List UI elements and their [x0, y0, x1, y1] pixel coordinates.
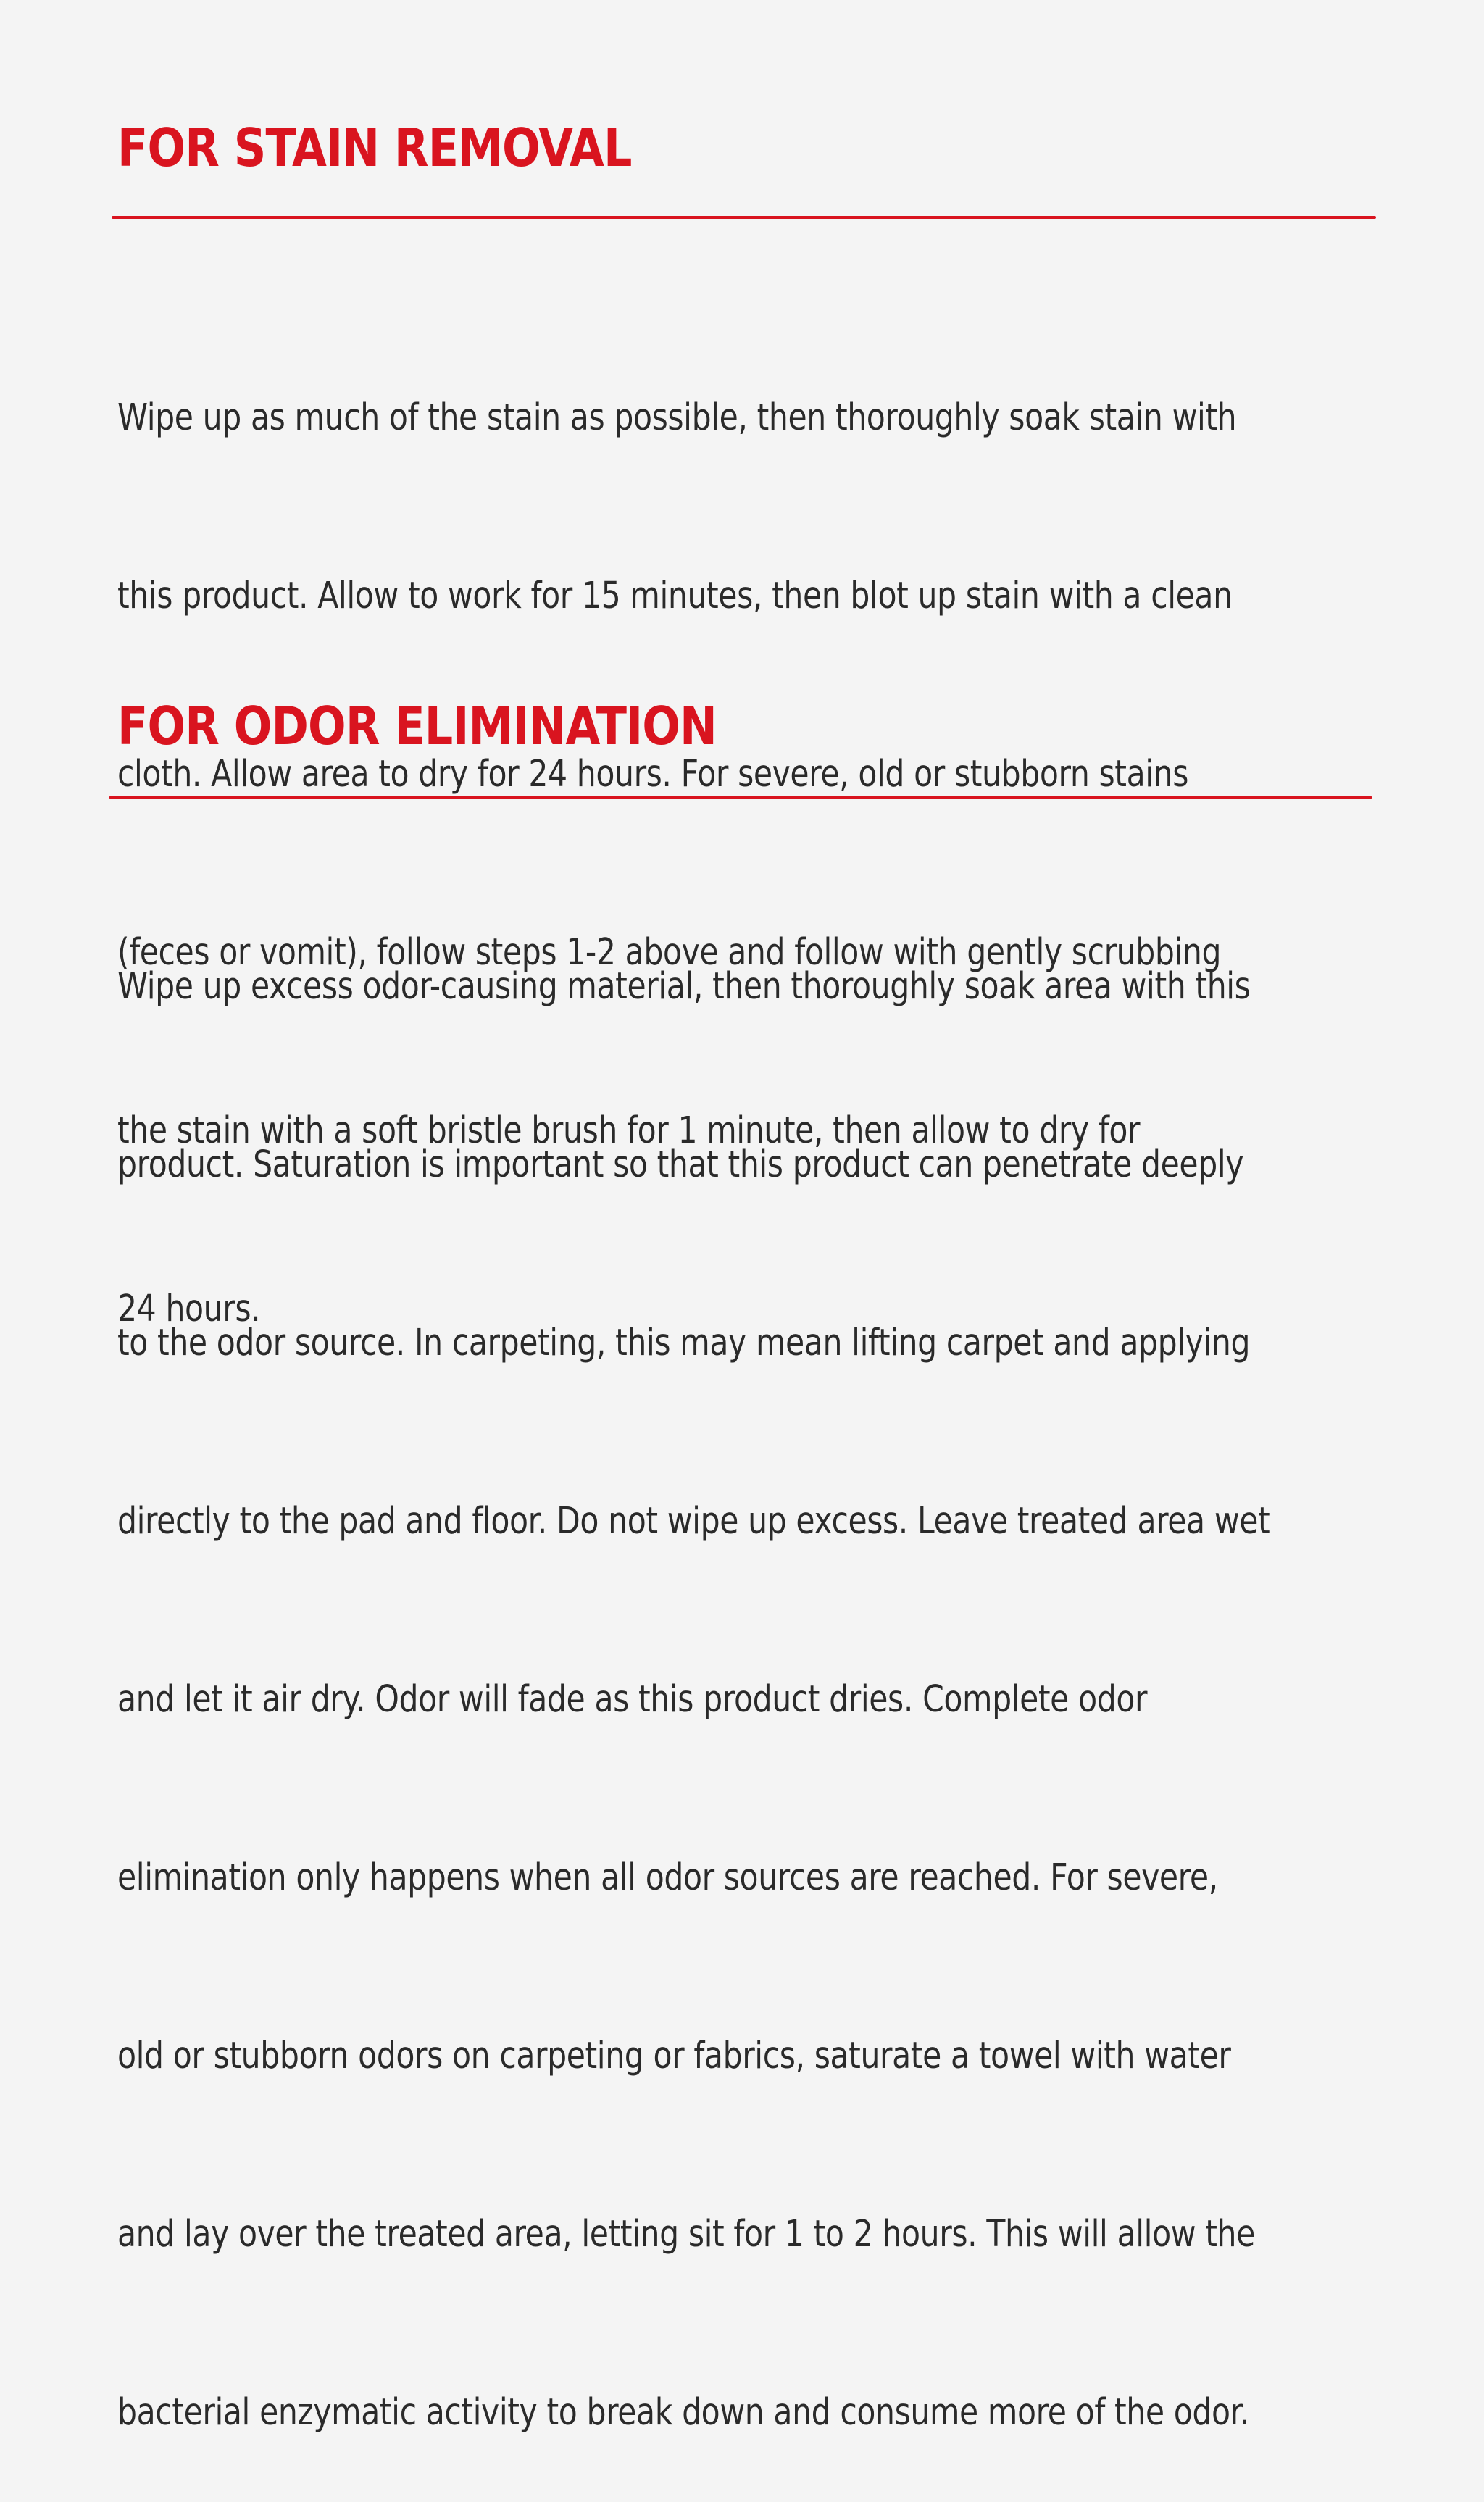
odor-elimination-line: bacterial enzymatic activity to break down and consume more of the odor. [117, 2391, 1249, 2434]
stain-removal-line: cloth. Allow area to dry for 24 hours. For severe, old or stubborn stains [117, 753, 1189, 796]
odor-elimination-line: old or stubborn odors on carpeting or fabrics, saturate a towel with water [117, 2035, 1231, 2077]
stain-removal-line: (feces or vomit), follow steps 1-2 above and follow with gently scrubbing [117, 931, 1222, 974]
odor-elimination-instructions [117, 838, 1270, 2502]
stain-removal-line: Wipe up as much of the stain as possible, then thoroughly soak stain with [117, 396, 1237, 439]
odor-elimination-line: Wipe up excess odor-causing material, then thoroughly soak area with this [117, 965, 1251, 1008]
stain-removal-line: this product. Allow to work for 15 minutes, then blot up stain with a clean [117, 575, 1233, 617]
odor-elimination-line: directly to the pad and floor. Do not wipe up excess. Leave treated area wet [117, 1500, 1270, 1543]
odor-elimination-divider [109, 796, 1372, 799]
odor-elimination-line: and lay over the treated area, letting sit for 1 to 2 hours. This will allow the [117, 2213, 1255, 2256]
odor-elimination-line: elimination only happens when all odor sources are reached. For severe, [117, 1856, 1218, 1899]
odor-elimination-line: to the odor source. In carpeting, this may mean lifting carpet and applying [117, 1322, 1251, 1364]
stain-removal-line: 24 hours. [117, 1288, 261, 1330]
odor-elimination-heading: FOR ODOR ELIMINATION [117, 696, 717, 756]
stain-removal-divider [112, 216, 1376, 219]
odor-elimination-line: product. Saturation is important so that this product can penetrate deeply [117, 1143, 1244, 1186]
stain-removal-heading: FOR STAIN REMOVAL [117, 117, 632, 178]
odor-elimination-line: and let it air dry. Odor will fade as this product dries. Complete odor [117, 1678, 1148, 1721]
stain-removal-line: the stain with a soft bristle brush for 1 minute, then allow to dry for [117, 1109, 1141, 1152]
